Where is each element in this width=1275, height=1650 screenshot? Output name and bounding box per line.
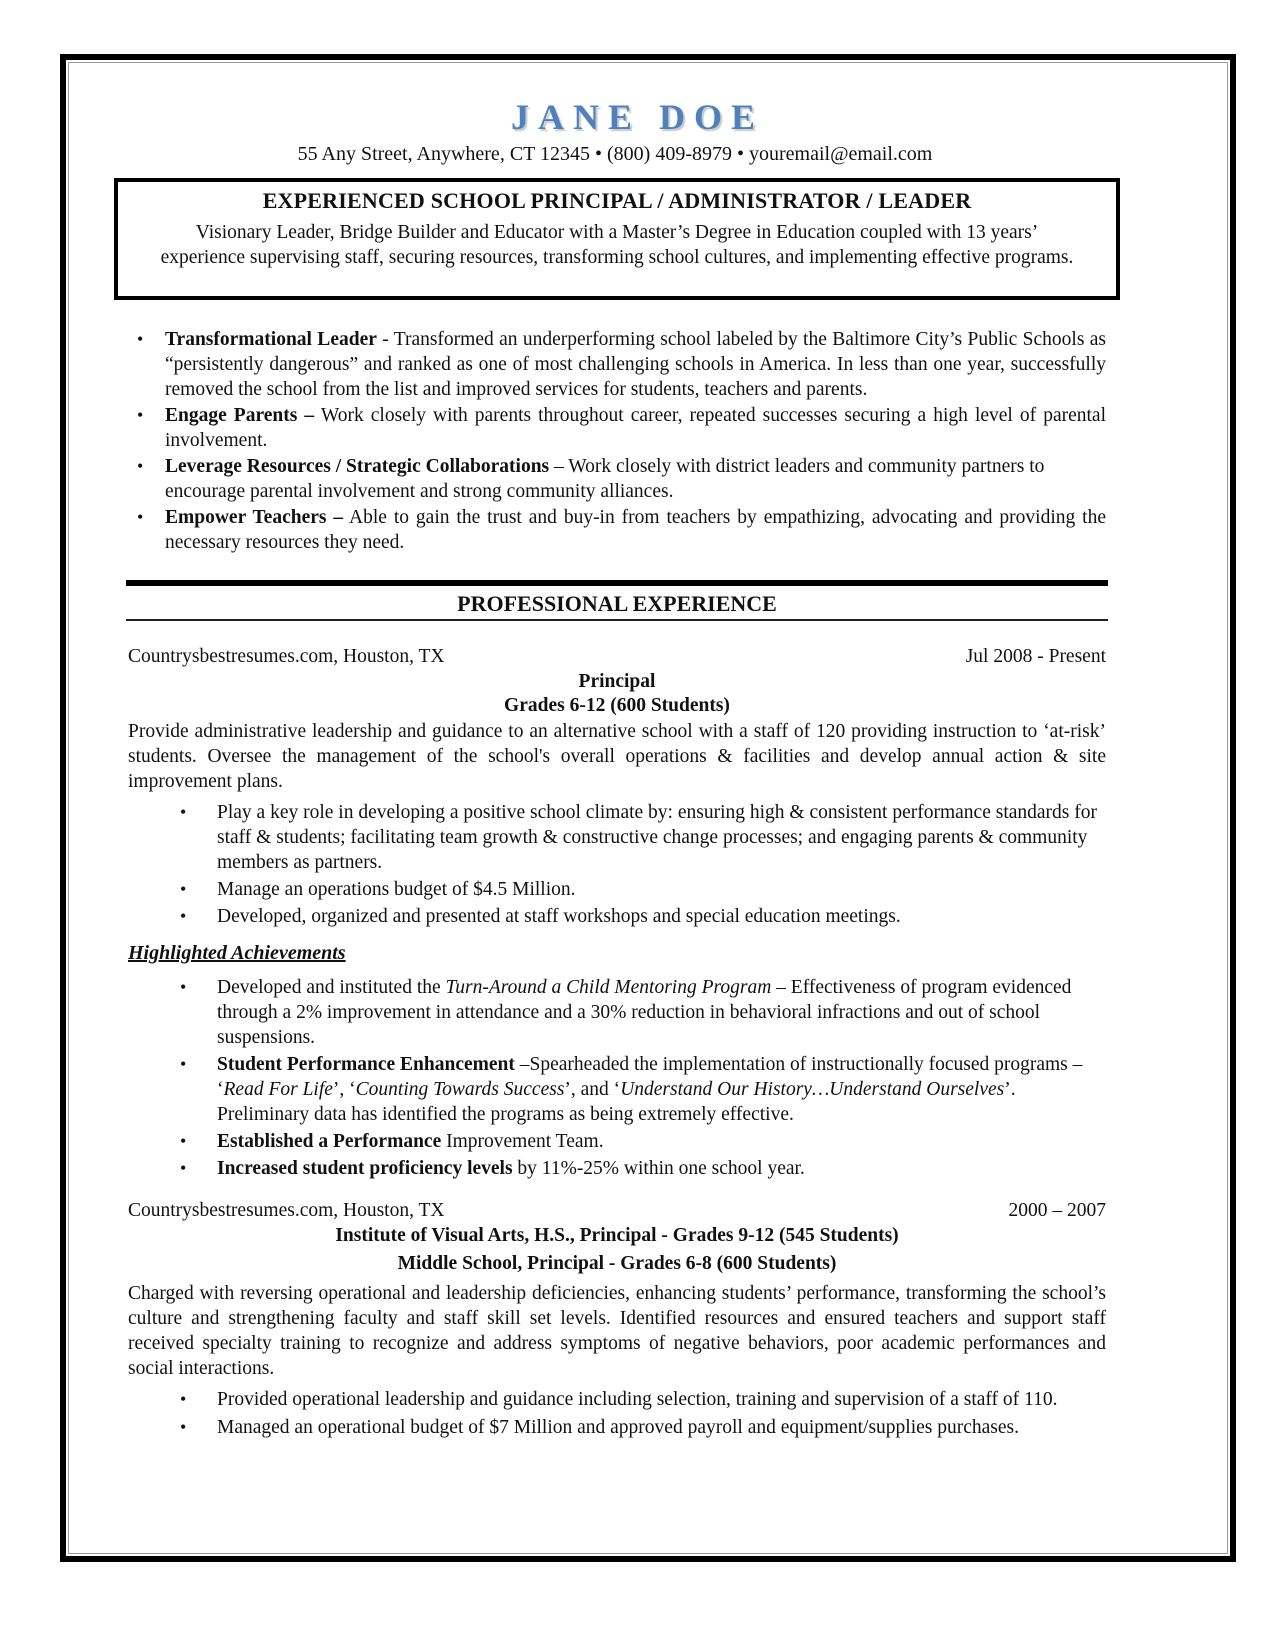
list-item (180, 904, 1110, 929)
job1-dates: Jul 2008 - Present (965, 646, 1106, 667)
bullet-icon: • (180, 977, 187, 997)
candidate-name: JANE DOE (510, 97, 765, 137)
job1-company: Countrysbestresumes.com, Houston, TX (128, 646, 445, 667)
program-name: Turn-Around a Child Mentoring Program (445, 977, 772, 998)
summary-title: EXPERIENCED SCHOOL PRINCIPAL / ADMINISTRATOR / LEADER (262, 188, 972, 213)
bullet-text: Manage an operations budget of $4.5 Million. (217, 879, 576, 900)
list-item (180, 1415, 1110, 1440)
job2-company: Countrysbestresumes.com, Houston, TX (128, 1200, 445, 1221)
text: Improvement Team. (441, 1131, 604, 1152)
list-item (134, 454, 1106, 504)
bullet-text: Provided operational leadership and guidance including selection, training and supervision of a staff of 110. (217, 1389, 1058, 1410)
list-item (180, 975, 1110, 1050)
text: by 11%-25% within one school year. (512, 1158, 805, 1179)
job2-bullets (180, 1387, 1110, 1441)
text: – Effectiveness of program evidenced through a 2% improvement in attendance and a 30% reduction in behavioral infractions and out of school suspensions. (217, 977, 1072, 1048)
bullet-text: Play a key role in developing a positive school climate by: ensuring high & consistent performance standards for staff & students; facilitating team growth & constructive change processes; and engaging parents & community members as partners. (217, 802, 1097, 873)
job1-subtitle: Grades 6-12 (600 Students) (504, 695, 730, 716)
bullet-text: Developed, organized and presented at staff workshops and special education meetings. (217, 906, 901, 927)
bullet-icon: • (180, 1389, 187, 1409)
job1-achievements (180, 975, 1110, 1182)
list-item (180, 1129, 1110, 1154)
job2-title: Institute of Visual Arts, H.S., Principal - Grades 9-12 (545 Students) (335, 1225, 899, 1246)
list-item (134, 403, 1106, 453)
achievements-heading: Highlighted Achievements (128, 942, 346, 964)
section-title-experience: PROFESSIONAL EXPERIENCE (457, 591, 777, 616)
highlights-list (134, 327, 1106, 556)
summary-text: Visionary Leader, Bridge Builder and Educator with a Master’s Degree in Education coupled with 13 years’ experience supervising staff, securing resources, transforming school cultures, and implementing effective programs. (160, 222, 1074, 268)
list-item (180, 800, 1110, 875)
achievement-label: Student Performance Enhancement (217, 1054, 515, 1075)
text: Developed and instituted the (217, 977, 446, 998)
bullet-icon: • (180, 1131, 187, 1151)
section-rule-bottom (126, 619, 1108, 621)
summary-box (114, 178, 1120, 300)
job1-description: Provide administrative leadership and guidance to an alternative school with a staff of 120 providing instruction to ‘at-risk’ students. Oversee the management of the school's overall operations & facilities and develop annual action & site improvement plans. (128, 721, 1106, 792)
job2-subtitle: Middle School, Principal - Grades 6-8 (600 Students) (397, 1253, 837, 1274)
job2-description: Charged with reversing operational and leadership deficiencies, enhancing students’ performance, transforming the school’s culture and strengthening faculty and staff skill set levels. Identified resources and ensured teachers and support staff received specialty training to recognize and address symptoms of negative behaviors, poor academic performances and social interactions. (128, 1283, 1106, 1379)
bullet-icon: • (180, 1158, 187, 1178)
section-rule-top (126, 580, 1108, 586)
highlight-text: Able to gain the trust and buy-in from teachers by empathizing, advocating and providing the necessary resources they need. (165, 507, 1106, 553)
highlight-text: Work closely with parents throughout career, repeated successes securing a high level of parental involvement. (165, 405, 1106, 451)
bullet-icon: • (180, 906, 187, 926)
list-item (180, 1156, 1110, 1181)
highlight-label: Transformational Leader (165, 329, 377, 350)
highlight-text: – Work closely with district leaders and community partners to encourage parental involvement and strong community alliances. (165, 456, 1045, 502)
list-item (134, 327, 1106, 402)
highlight-label: Empower Teachers – (165, 507, 344, 528)
bullet-icon: • (180, 1417, 187, 1437)
program-name: Understand Our History…Understand Ourselves (620, 1079, 1005, 1100)
bullet-icon: • (137, 405, 144, 425)
bullet-icon: • (137, 456, 144, 476)
highlight-text: - Transformed an underperforming school labeled by the Baltimore City’s Public Schools as “persistently dangerous” and ranked as one of most challenging schools in America. In less than one year, successfully removed the school from the list and improved services for students, teachers and parents. (165, 329, 1107, 400)
text: ’, ‘ (332, 1079, 356, 1100)
achievement-label: Established a Performance (217, 1131, 442, 1152)
achievement-label: Increased student proficiency levels (217, 1158, 513, 1179)
highlight-label: Leverage Resources / Strategic Collaborations (165, 456, 550, 477)
text: ’. Preliminary data has identified the programs as being extremely effective. (217, 1079, 1016, 1125)
bullet-text: Managed an operational budget of $7 Million and approved payroll and equipment/supplies purchases. (217, 1417, 1020, 1438)
job2-dates: 2000 – 2007 (1008, 1200, 1106, 1221)
bullet-icon: • (180, 879, 187, 899)
contact-line: 55 Any Street, Anywhere, CT 12345 • (800) 409-8979 • youremail@email.com (297, 143, 933, 165)
program-name: Read For Life (223, 1079, 333, 1100)
list-item (180, 1052, 1110, 1127)
list-item (134, 505, 1106, 555)
highlight-label: Engage Parents – (165, 405, 315, 426)
bullet-icon: • (180, 802, 187, 822)
program-name: Counting Towards Success (355, 1079, 565, 1100)
text: ’, and ‘ (564, 1079, 621, 1100)
job1-bullets (180, 800, 1110, 930)
job1-title: Principal (578, 671, 656, 692)
bullet-icon: • (137, 507, 144, 527)
bullet-icon: • (137, 329, 144, 349)
text: –Spearheaded the implementation of instructionally focused programs – ‘ (217, 1054, 1083, 1100)
bullet-icon: • (180, 1054, 187, 1074)
list-item (180, 1387, 1110, 1412)
list-item (180, 877, 1110, 902)
